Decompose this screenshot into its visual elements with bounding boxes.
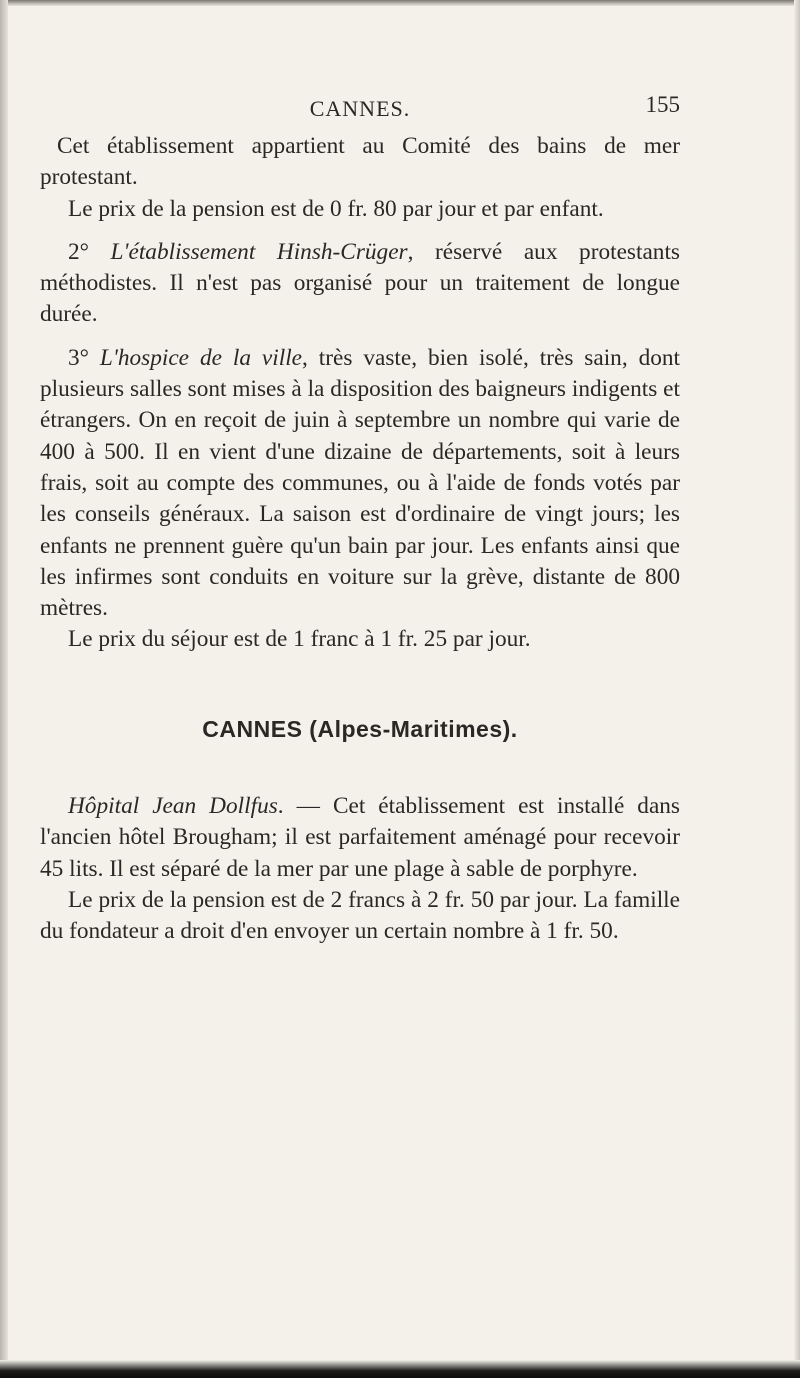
establishment-name: L'hospice de la ville	[99, 344, 303, 371]
page-header	[40, 92, 680, 128]
establishment-name: Hôpital Jean Dollfus	[68, 793, 278, 820]
page-right-edge	[794, 0, 800, 1378]
establishment-name: L'établissement Hinsh-Crüger	[110, 238, 408, 265]
section-title: CANNES (Alpes-Maritimes).	[202, 715, 518, 742]
item-number: 3°	[68, 344, 89, 371]
paragraph-text: , très vaste, bien isolé, très sain, dont plusieurs salles sont mises à la disposition des baigneurs indigents et étrangers. On en reçoit de juin à septembre un nombre qui varie de 400 à 500. Il en vient d'une dizaine de départements, soit à leurs frais, soit au compte des communes, ou à l'aide de fonds votés par les conseils généraux. La saison est d'ordinaire de vingt jours; les enfants ne prennent guère qu'un bain par jour. Les enfants ainsi que les infirmes sont conduits en voiture sur la grève, distante de 800 mètres.	[40, 344, 681, 622]
page-left-edge	[0, 0, 8, 1378]
page-bottom-edge	[0, 1360, 800, 1378]
paragraph-hopital	[40, 791, 680, 885]
paragraph-prix-sejour: Le prix du séjour est de 1 franc à 1 fr. 25 par jour.	[68, 626, 531, 653]
page-number: 155	[645, 92, 680, 117]
page-top-edge	[0, 0, 800, 6]
paragraph-prix-pension: Le prix de la pension est de 0 fr. 80 par jour et par enfant.	[68, 195, 604, 222]
item-number: 2°	[68, 238, 89, 265]
paragraph-text: , réservé aux protestants méthodistes. Il n'est pas organisé pour un traitement de longue durée.	[40, 238, 680, 328]
running-head: CANNES.	[309, 96, 411, 121]
paragraph-comite: Cet établissement appartient au Comité des bains de mer protestant.	[40, 133, 680, 191]
paragraph-prix-hopital: Le prix de la pension est de 2 francs à 2 fr. 50 par jour. La famille du fondateur a droit d'en envoyer un certain nombre à 1 fr. 50.	[40, 886, 680, 945]
body-text	[40, 131, 680, 948]
paragraph-hospice	[40, 343, 680, 625]
paragraph-hinsh-cruger	[40, 237, 680, 331]
paragraph-text: . — Cet établissement est installé dans l'ancien hôtel Brougham; il est parfaitement aménagé pour recevoir 45 lits. Il est séparé de la mer par une plage à sable de porphyre.	[40, 793, 680, 882]
